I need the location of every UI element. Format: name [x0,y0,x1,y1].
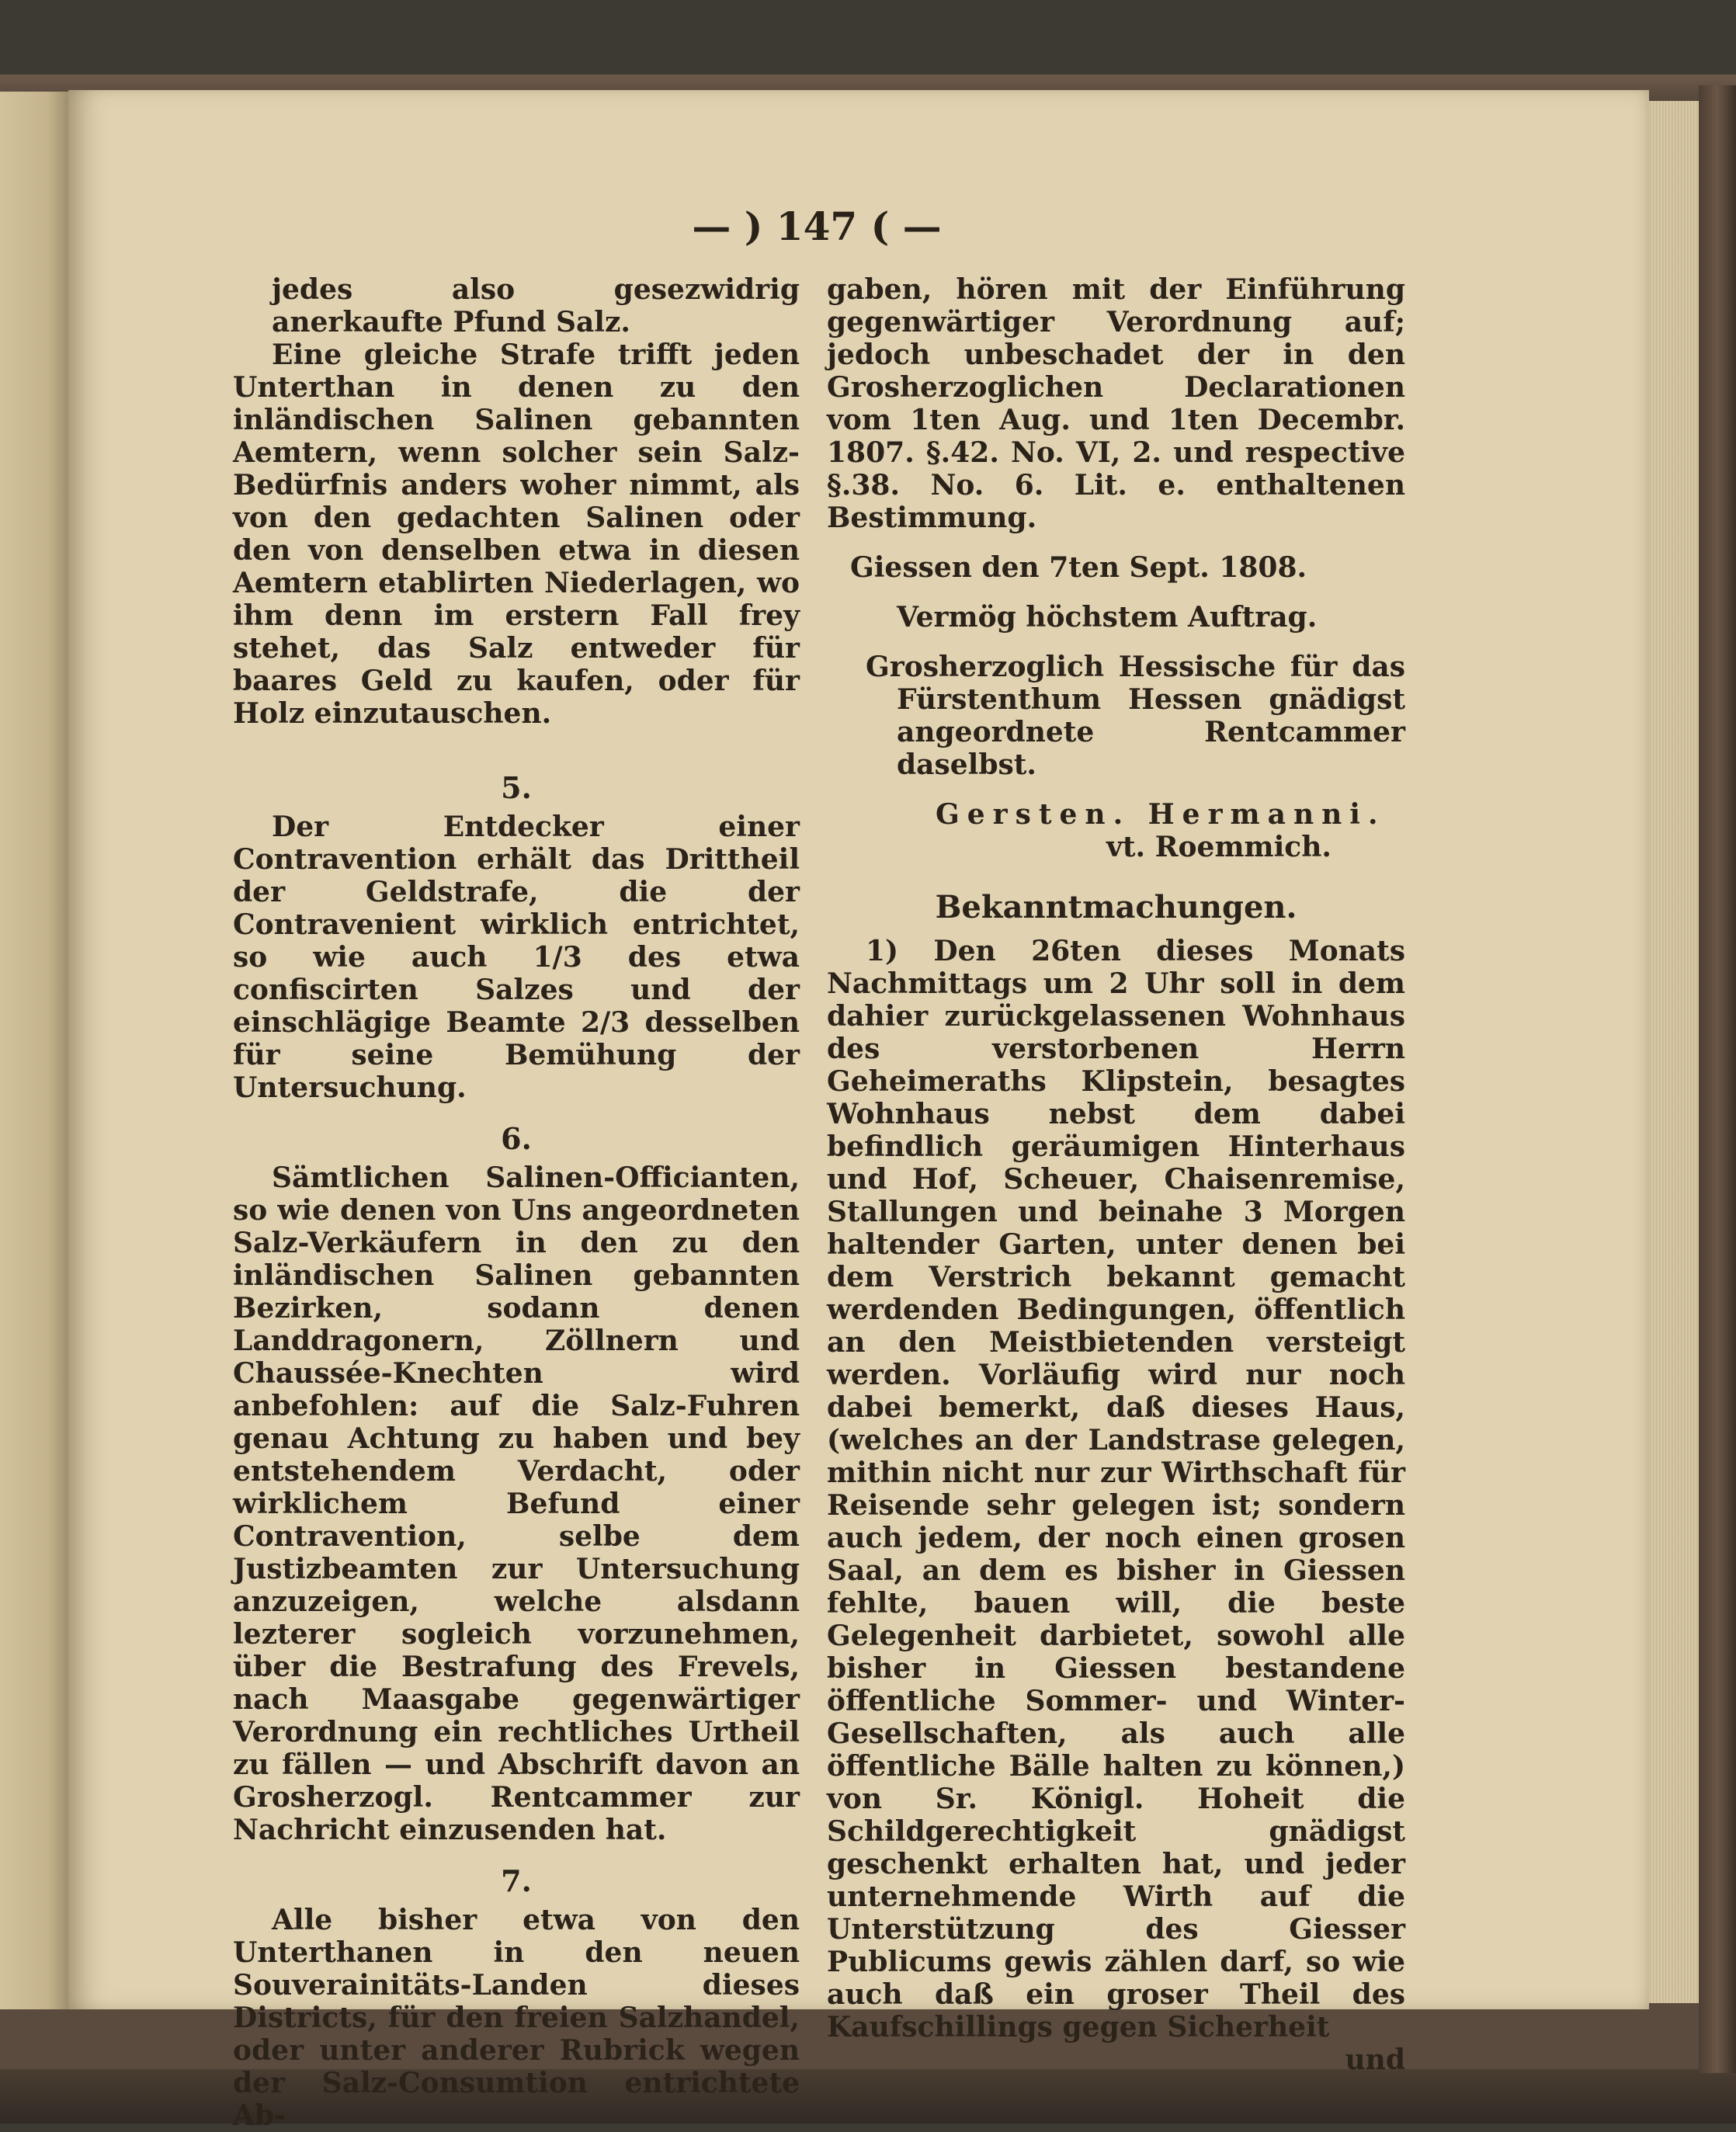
left-column [233,273,800,2132]
page-number: — ) 147 ( — [692,203,942,249]
facing-page-gutter [0,92,68,2009]
catchword: und [1345,2043,1405,2076]
countersignature: vt. Roemmich. [1106,831,1332,863]
announcements-heading: Bekanntmachungen. [935,889,1297,925]
right-column [827,273,1405,2076]
signatories: Gersten. Hermanni. [936,798,1386,831]
binding-spine [1699,85,1736,2073]
left-paragraph-2: Eine gleiche Strafe trifft jeden Unterthan in denen zu den inländischen Salinen gebannten Aemtern, wenn solcher sein Salz-Bedürfnis anders woher nimmt, als von den gedachten Salinen oder den von denselben etwa in diesen Aemtern etablirten Niederlagen, wo ihm denn im erstern Fall frey stehet, das Salz entweder für baares Geld zu kaufen, oder für Holz einzutauschen. [233,339,800,730]
issuing-office: Grosherzoglich Hessische für das Fürstenthum Hessen gnädigst angeordnete Rentcammer daselbst. [866,651,1405,781]
section-number-5: 5. [501,770,532,805]
left-paragraph-4: Sämtlichen Salinen-Officianten, so wie denen von Uns angeordneten Salz-Verkäufern in den zu den inländischen Salinen gebannten Bezirken, sodann denen Landdragonern, Zöllnern und Chaussée-Knechten wird anbefohlen: auf die Salz-Fuhren genau Achtung zu haben und bey entstehendem Verdacht, oder wirklichem Befund einer Contravention, selbe dem Justizbeamten zur Untersuchung anzuzeigen, welche alsdann lezterer sogleich vorzunehmen, über die Bestrafung des Frevels, nach Maasgabe gegenwärtiger Verordnung ein rechtliches Urtheil zu fällen — und Abschrift davon an Grosherzogl. Rentcammer zur Nachricht einzusenden hat. [233,1161,800,1846]
left-paragraph-1: jedes also gesezwidrig anerkaufte Pfund Salz. [272,273,800,339]
section-number-6: 6. [501,1121,532,1156]
authority-line: Vermög höchstem Auftrag. [897,601,1318,634]
right-paragraph-1: gaben, hören mit der Einführung gegenwärtiger Verordnung auf; jedoch unbeschadet der in den Grosherzoglichen Declarationen vom 1ten Aug. und 1ten Decembr. 1807. §.42. No. VI, 2. und respective §.38. No. 6. Lit. e. enthaltenen Bestimmung. [827,273,1405,534]
page-edges [1649,101,1699,2003]
decree-date: Giessen den 7ten Sept. 1808. [850,551,1307,584]
left-paragraph-3: Der Entdecker einer Contravention erhält das Drittheil der Geldstrafe, die der Contravenient wirklich entrichtet, so wie auch 1/3 des etwa confiscirten Salzes und der einschlägige Beamte 2/3 desselben für seine Bemühung der Untersuchung. [233,811,800,1104]
section-number-7: 7. [501,1863,532,1898]
left-paragraph-5: Alle bisher etwa von den Unterthanen in den neuen Souverainitäts-Landen dieses Districts, für den freien Salzhandel, oder unter anderer Rubrick wegen der Salz-Consumtion entrichtete Ab- [233,1904,800,2132]
announcement-1: 1) Den 26ten dieses Monats Nachmittags um 2 Uhr soll in dem dahier zurückgelassenen Wohnhaus des verstorbenen Herrn Geheimeraths Klipstein, besagtes Wohnhaus nebst dem dabei befindlich geräumigen Hinterhaus und Hof, Scheuer, Chaisenremise, Stallungen und beinahe 3 Morgen haltender Garten, unter denen bei dem Verstrich bekannt gemacht werdenden Bedingungen, öffentlich an den Meistbietenden versteigt werden. Vorläufig wird nur noch dabei bemerkt, daß dieses Haus, (welches an der Landstrase gelegen, mithin nicht nur zur Wirthschaft für Reisende sehr gelegen ist; sondern auch jedem, der noch einen grosen Saal, an dem es bisher in Giessen fehlte, bauen will, die beste Gelegenheit darbietet, sowohl alle bisher in Giessen bestandene öffentliche Sommer- und Winter-Gesellschaften, als auch alle öffentliche Bälle halten zu können,) von Sr. Königl. Hoheit die Schildgerechtigkeit gnädigst geschenkt erhalten hat, und jeder unternehmende Wirth auf die Unterstützung des Giesser Publicums gewis zählen darf, so wie auch daß ein groser Theil des Kaufschillings gegen Sicherheit [827,935,1405,2043]
